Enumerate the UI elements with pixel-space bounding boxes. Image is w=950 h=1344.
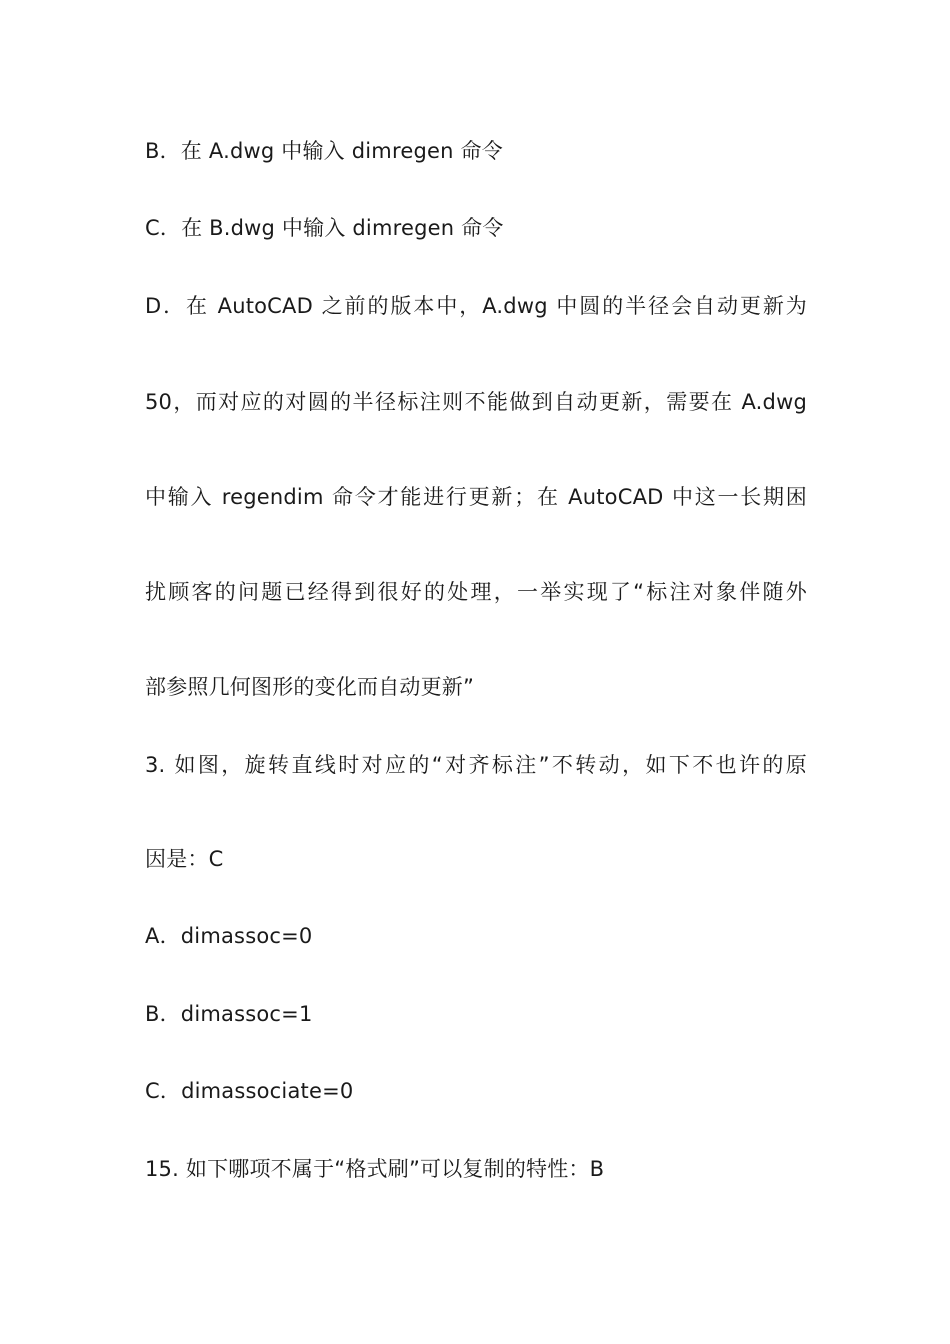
option-c-line: C．在 B.dwg 中输入 dimregen 命令 (145, 216, 504, 240)
option-d-line-4: 扰顾客的问题已经得到很好的处理，一举实现了“标注对象伴随外 (145, 580, 807, 604)
q3-option-b: B．dimassoc=1 (145, 1002, 313, 1026)
option-d-line-1: D．在 AutoCAD 之前的版本中，A.dwg 中圆的半径会自动更新为 (145, 294, 807, 318)
q3-option-a: A．dimassoc=0 (145, 924, 313, 948)
option-d-line-3: 中输入 regendim 命令才能进行更新；在 AutoCAD 中这一长期困 (145, 485, 807, 509)
option-d-line-2: 50，而对应的对圆的半径标注则不能做到自动更新，需要在 A.dwg (145, 390, 807, 414)
option-b-line: B．在 A.dwg 中输入 dimregen 命令 (145, 139, 503, 163)
question-15-line: 15. 如下哪项不属于“格式刷”可以复制的特性：B (145, 1157, 605, 1181)
q3-option-c: C．dimassociate=0 (145, 1079, 354, 1103)
question-3-line-2: 因是：C (145, 847, 224, 871)
question-3-line-1: 3. 如图，旋转直线时对应的“对齐标注”不转动，如下不也许的原 (145, 753, 807, 777)
option-d-line-5: 部参照几何图形的变化而自动更新” (145, 675, 475, 699)
